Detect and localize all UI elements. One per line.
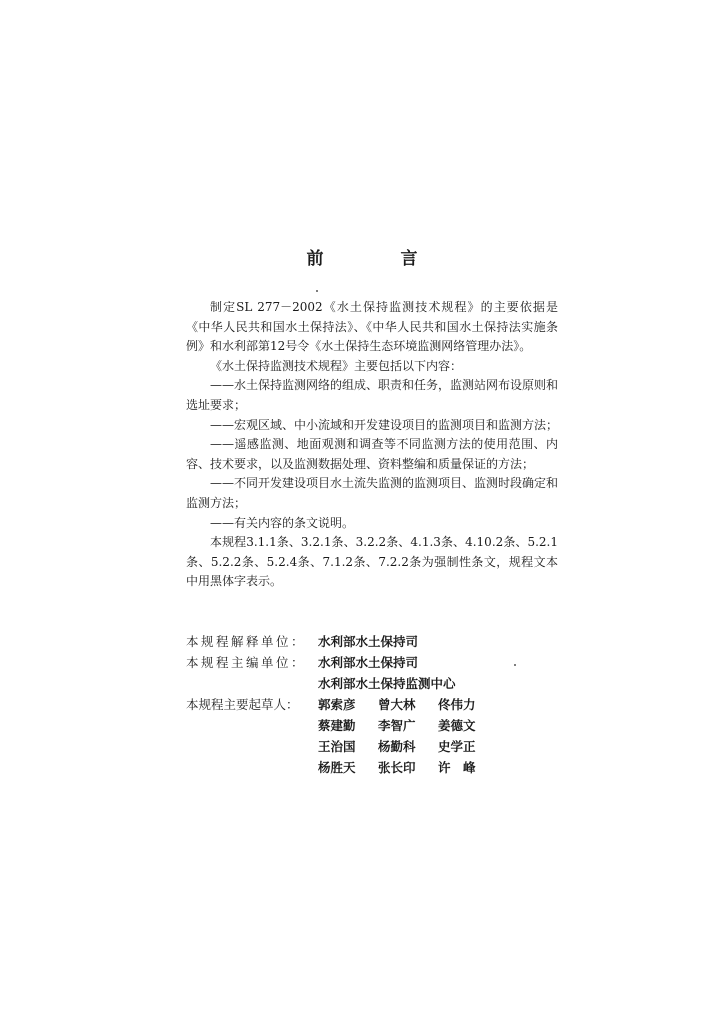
drafter-name: 王治国 <box>318 739 356 754</box>
content-item-explanations: ——有关内容的条文说明。 <box>210 515 355 530</box>
editor-unit-value-2: 水利部水土保持监测中心 <box>318 676 456 691</box>
drafter-name: 蔡建勤 <box>318 718 356 733</box>
drafters-label: 本规程主要起草人： <box>186 697 299 712</box>
content-item-projects: ——不同开发建设项目水土流失监测的监测项目、监测时段确定和监测方法； <box>186 476 559 510</box>
editor-unit-row-2 <box>186 673 566 694</box>
content-item-network: ——水土保持监测网络的组成、职责和任务，监测站网布设原则和选址要求； <box>186 378 559 412</box>
drafters-names <box>318 694 498 715</box>
drafter-name: 张长印 <box>378 760 416 775</box>
paragraph-basis: 制定SL 277－2002《水土保持监测技术规程》的主要依据是《中华人民共和国水土保持法》、《中华人民共和国水土保持法实施条例》和水利部第12号令《水土保持生态环境监测网络管理办法》。 <box>186 300 558 354</box>
editor-unit-row <box>186 652 566 673</box>
drafter-name: 李智广 <box>378 718 416 733</box>
content-item-monitoring-items: ——宏观区域、中小流域和开发建设项目的监测项目和监测方法； <box>210 417 559 432</box>
preface-body <box>186 298 558 592</box>
drafters-names <box>318 715 498 736</box>
drafter-name: 姜德文 <box>438 718 476 733</box>
drafters-row-4 <box>186 757 566 778</box>
editor-unit-label: 本规程主编单位： <box>186 655 307 670</box>
drafter-name: 史学正 <box>438 739 476 754</box>
drafter-name: 杨勤科 <box>378 739 416 754</box>
drafters-row-3 <box>186 736 566 757</box>
drafter-name: 许 峰 <box>438 760 476 775</box>
paragraph-contents-intro: 《水土保持监测技术规程》主要包括以下内容： <box>210 358 463 373</box>
content-item-methods: ——遥感监测、地面观测和调查等不同监测方法的使用范围、内容、技术要求，以及监测数据处理、资料整编和质量保证的方法； <box>186 437 558 471</box>
editor-unit-value-1: 水利部水土保持司 <box>318 655 419 670</box>
interpret-unit-row <box>186 631 566 652</box>
interpret-unit-label: 本规程解释单位： <box>186 634 307 649</box>
drafters-names <box>318 757 498 778</box>
responsibility-block <box>186 631 566 778</box>
drafter-name: 曾大林 <box>378 697 416 712</box>
page-title: 前 言 <box>306 249 448 269</box>
scan-speck <box>514 664 516 666</box>
drafter-name: 佟伟力 <box>438 697 476 712</box>
drafter-name: 郭索彦 <box>318 697 356 712</box>
drafters-names <box>318 736 498 757</box>
paragraph-mandatory-clauses: 本规程3.1.1条、3.2.1条、3.2.2条、4.1.3条、4.10.2条、5.2.1条、5.2.2条、5.2.4条、7.1.2条、7.2.2条为强制性条文，规程文本中用黑体字表示。 <box>186 535 558 589</box>
drafters-row-2 <box>186 715 566 736</box>
drafter-name: 杨胜天 <box>318 760 356 775</box>
drafters-row-1 <box>186 694 566 715</box>
interpret-unit-value: 水利部水土保持司 <box>318 634 419 649</box>
scan-speck <box>316 290 318 292</box>
